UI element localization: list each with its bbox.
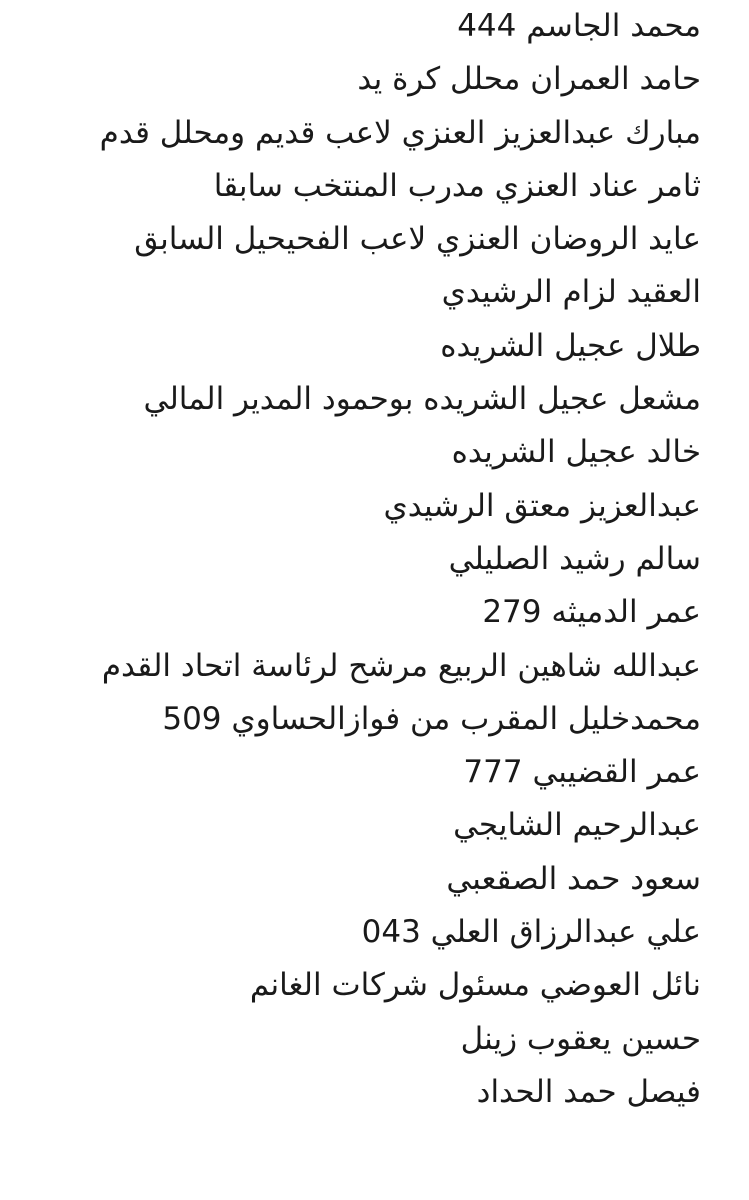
list-item: العقيد لزام الرشيدي [441, 274, 701, 311]
list-item: محمدخليل المقرب من فوازالحساوي 509 [162, 700, 701, 737]
list-item: ثامر عناد العنزي مدرب المنتخب سابقا [213, 167, 701, 204]
list-item: سعود حمد الصقعبي [446, 860, 701, 897]
list-item: فيصل حمد الحداد [476, 1073, 701, 1110]
list-item: محمد الجاسم 444 [457, 8, 701, 44]
list-item: عبدالله شاهين الربيع مرشح لرئاسة اتحاد القدم [101, 647, 701, 684]
list-item: مبارك عبدالعزيز العنزي لاعب قديم ومحلل قدم [99, 114, 701, 151]
list-item: نائل العوضي مسئول شركات الغانم [249, 967, 701, 1004]
list-item: طلال عجيل الشريده [440, 327, 701, 364]
list-item: عبدالعزيز معتق الرشيدي [383, 487, 701, 524]
list-item: علي عبدالرزاق العلي 043 [361, 914, 701, 951]
list-item: مشعل عجيل الشريده بوحمود المدير المالي [143, 381, 701, 418]
list-item: حسين يعقوب زينل [460, 1020, 701, 1057]
list-item: عمر الدميثه 279 [482, 594, 701, 631]
list-item: عمر القضيبي 777 [463, 754, 701, 791]
list-item: حامد العمران محلل كرة يد [357, 61, 701, 98]
list-item: خالد عجيل الشريده [451, 434, 701, 471]
list-item: عبدالرحيم الشايجي [453, 807, 701, 844]
names-list [1, 0, 701, 1119]
list-item: سالم رشيد الصليلي [448, 540, 701, 577]
list-item: عايد الروضان العنزي لاعب الفحيحيل السابق [134, 221, 701, 258]
